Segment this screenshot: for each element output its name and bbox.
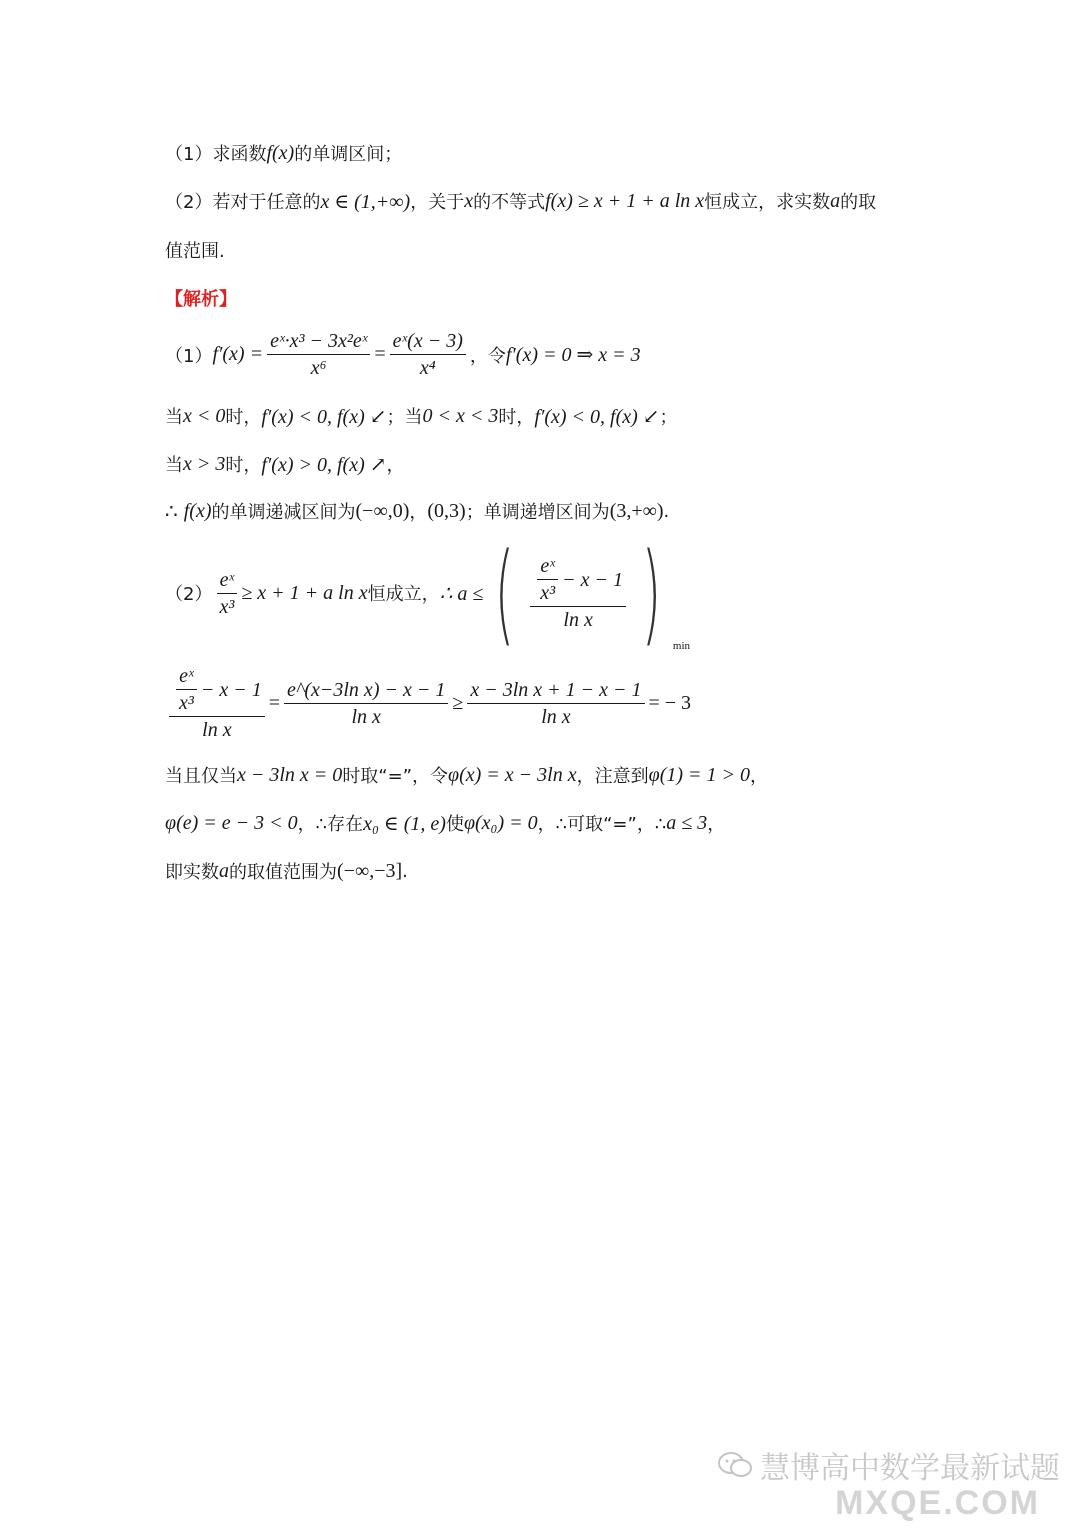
s4-g: ；单调递增区间为 — [465, 502, 610, 523]
q2-ineq: f(x) ≥ x + 1 + a ln x — [545, 189, 705, 212]
s5-text: 恒成立， — [367, 584, 440, 605]
solution-2-conclusion — [165, 858, 408, 884]
s8-f: ，∴可取“=”，∴ — [537, 814, 667, 835]
q2-prefix: （2）若对于任意的 — [165, 192, 321, 213]
s8-e: φ(x₀) = 0 — [463, 811, 538, 834]
s2-i: ； — [659, 407, 678, 428]
question-2 — [165, 188, 876, 214]
q1-suffix: 的单调区间； — [294, 144, 403, 165]
s4-h: (3,+∞) — [609, 499, 664, 522]
s9-a: 即实数 — [165, 862, 219, 883]
s2-b: x < 0 — [183, 404, 226, 427]
s5-inner-frac — [530, 555, 626, 631]
solution-2-line2 — [165, 665, 691, 741]
s2-f: 0 < x < 3 — [422, 404, 499, 427]
s6-den-2: ln x — [351, 705, 381, 728]
s2-h: f′(x) < 0, f(x) ↙ — [534, 405, 660, 428]
s6-rest-a: − x − 1 — [200, 678, 262, 701]
s4-d: (−∞,0) — [355, 499, 410, 522]
s4-c: 的单调递减区间为 — [211, 502, 356, 523]
s3-e: ， — [386, 455, 405, 476]
s3-c: 时， — [225, 455, 262, 476]
s6-den-a: x³ — [179, 692, 194, 714]
s6-num-c: x − 3ln x + 1 − x − 1 — [467, 679, 644, 704]
s5-frac-num: eˣ — [217, 569, 238, 594]
s5-inner-num1: eˣ — [537, 555, 558, 580]
q1-prefix: （1）求函数 — [165, 144, 267, 165]
right-paren: ) — [641, 529, 662, 657]
s5-min: min — [672, 640, 691, 652]
solution-1-derivative — [165, 330, 641, 379]
s7-a: 当且仅当 — [165, 766, 237, 787]
s2-c: 时， — [225, 407, 262, 428]
s5-inner-rest: − x − 1 — [562, 568, 623, 591]
watermark-text: 慧博高中数学最新试题 — [760, 1451, 1060, 1486]
solution-1-conclusion — [165, 498, 669, 524]
s6-eq: = — [268, 691, 281, 714]
solution-1-line3 — [165, 451, 405, 477]
s3-a: 当 — [165, 455, 183, 476]
analysis-label: 【解析】 — [165, 289, 237, 310]
question-1 — [165, 140, 402, 166]
s5-label: （2） — [165, 584, 213, 605]
s7-b: x − 3ln x = 0 — [237, 763, 343, 786]
s6-small-frac — [176, 665, 197, 714]
s2-a: 当 — [165, 407, 183, 428]
s5-therefore: ∴ a ≤ — [439, 582, 484, 605]
solution-2-line3 — [165, 762, 768, 788]
s6-num-b: e^(x−3ln x) − x − 1 — [284, 679, 448, 704]
s8-d: 使 — [445, 814, 464, 835]
s5-inner-den: ln x — [563, 609, 593, 631]
s5-inner-small-frac — [537, 555, 558, 604]
s4-b: f(x) — [183, 499, 212, 522]
watermark — [718, 1443, 1060, 1487]
q2-domain: x ∈ (1,+∞) — [320, 190, 411, 213]
question-2-cont — [165, 237, 225, 263]
s6-frac-a — [169, 665, 265, 741]
s1-frac2-den: x⁴ — [419, 357, 436, 379]
s7-f: φ(1) = 1 > 0 — [648, 763, 751, 786]
s8-g: a ≤ 3 — [666, 811, 708, 834]
q2-end: 的取 — [840, 192, 877, 213]
s1-frac1-den: x⁶ — [310, 357, 327, 379]
s3-d: f′(x) > 0, f(x) ↗ — [261, 453, 387, 476]
s4-e: ， — [409, 502, 428, 523]
s4-f: (0,3) — [427, 499, 466, 522]
s1-frac1 — [267, 330, 370, 379]
s5-min-expression — [483, 529, 691, 657]
q1-func: f(x) — [266, 141, 295, 164]
s6-ge: ≥ — [452, 691, 464, 714]
q2-mid3: 恒成立，求实数 — [704, 192, 831, 213]
left-paren: ( — [495, 529, 515, 657]
s6-num-a-wrap — [169, 665, 265, 717]
s5-frac — [216, 569, 237, 618]
s6-num-a: eˣ — [176, 665, 197, 690]
s7-g: ， — [750, 766, 769, 787]
s9-b: a — [219, 859, 229, 882]
q2-x: x — [464, 189, 474, 212]
s6-result: = − 3 — [648, 691, 692, 714]
s8-c: x₀ ∈ (1, e) — [363, 812, 446, 835]
s2-g: 时， — [498, 407, 535, 428]
q2-mid2: 的不等式 — [473, 192, 546, 213]
s8-b: ，∴存在 — [297, 814, 364, 835]
s2-d: f′(x) < 0, f(x) ↙ — [261, 405, 387, 428]
solution-2-line1 — [165, 529, 691, 657]
s9-d: (−∞,−3] — [337, 859, 403, 882]
s8-a: φ(e) = e − 3 < 0 — [165, 811, 298, 834]
s3-b: x > 3 — [183, 452, 226, 475]
s2-e: ；当 — [386, 407, 423, 428]
s1-tail-math: f′(x) = 0 ⇒ x = 3 — [505, 344, 641, 366]
q2-end2: 值范围. — [165, 241, 225, 262]
wechat-icon — [718, 1451, 752, 1479]
solution-1-line2 — [165, 403, 678, 429]
s1-lhs: f′(x) = — [212, 343, 264, 365]
s1-frac2 — [390, 330, 466, 379]
s6-frac-b — [284, 679, 448, 728]
s1-frac2-num: eˣ(x − 3) — [390, 330, 466, 355]
s4-a: ∴ — [165, 500, 178, 523]
solution-2-line4 — [165, 810, 725, 836]
q2-a: a — [830, 189, 841, 212]
s1-tail-text: ，令 — [469, 345, 506, 367]
s1-eq: = — [374, 343, 386, 365]
s6-den-1: ln x — [202, 719, 232, 741]
s4-i: . — [663, 500, 670, 522]
s5-frac-den: x³ — [219, 595, 235, 618]
s1-frac1-num: eˣ·x³ − 3x²eˣ — [267, 330, 370, 355]
s5-inner-num — [530, 555, 626, 607]
s7-c: 时取“=”，令 — [342, 766, 449, 787]
q2-mid: ，关于 — [410, 192, 465, 213]
s8-h: ， — [707, 814, 726, 835]
s5-inner-den1: x³ — [540, 582, 556, 604]
s6-frac-c — [467, 679, 644, 728]
s7-d: φ(x) = x − 3ln x — [448, 763, 577, 786]
s7-e: ，注意到 — [576, 766, 649, 787]
analysis-heading — [165, 285, 237, 311]
watermark-site: MXQE.COM — [835, 1484, 1040, 1522]
s5-ineq: ≥ x + 1 + a ln x — [241, 581, 368, 604]
s9-e: . — [402, 860, 408, 882]
s6-den-3: ln x — [541, 705, 571, 728]
s9-c: 的取值范围为 — [229, 862, 337, 883]
s1-label: （1） — [165, 345, 213, 367]
